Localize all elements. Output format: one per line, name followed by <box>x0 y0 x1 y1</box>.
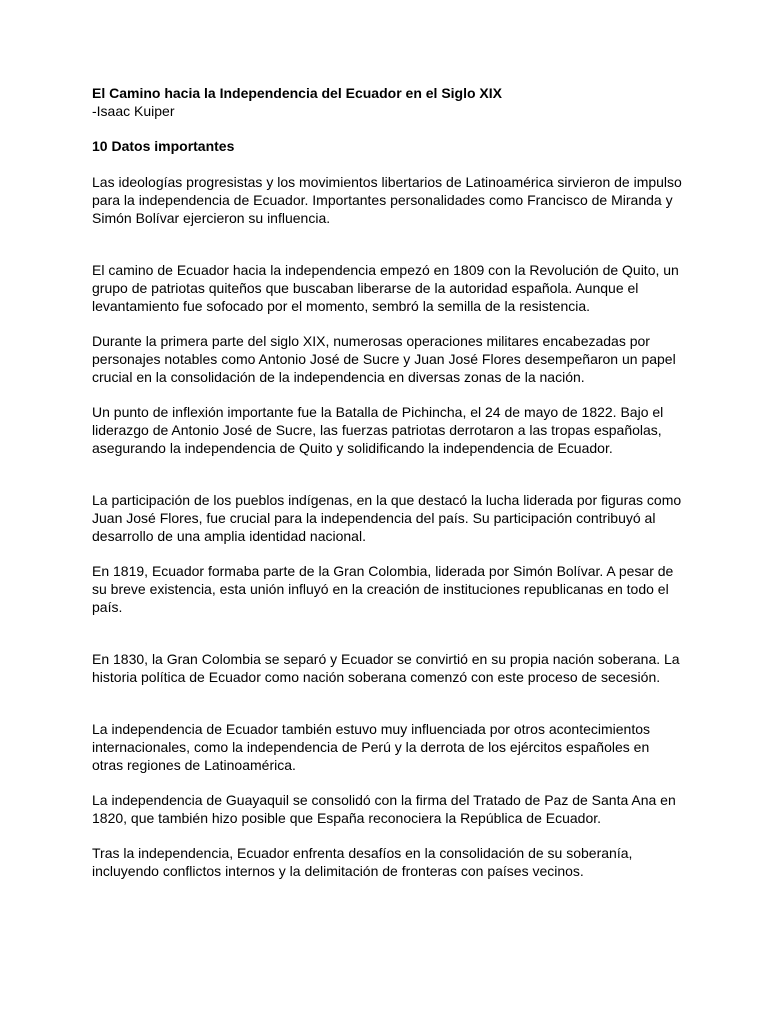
paragraph-5: La participación de los pueblos indígenas, en la que destacó la lucha liderada por figuras como Juan José Flores, fue crucial para la independencia del país. Su participación contribuyó al desarrollo de una amplia identidad nacional. <box>92 492 682 544</box>
document-author: -Isaac Kuiper <box>92 103 175 119</box>
paragraph-3: Durante la primera parte del siglo XIX, numerosas operaciones militares encabezadas por personajes notables como Antonio José de Sucre y Juan José Flores desempeñaron un papel crucial en la consolidación de la independencia en diversas zonas de la nación. <box>92 333 676 385</box>
paragraph-6: En 1819, Ecuador formaba parte de la Gran Colombia, liderada por Simón Bolívar. A pesar de su breve existencia, esta unión influyó en la creación de instituciones republicanas en todo el país. <box>92 563 674 615</box>
paragraph-2: El camino de Ecuador hacia la independencia empezó en 1809 con la Revolución de Quito, un grupo de patriotas quiteños que buscaban liberarse de la autoridad española. Aunque el levantamiento fue sofocado por el momento, sembró la semilla de la resistencia. <box>92 262 679 314</box>
paragraph-7: En 1830, la Gran Colombia se separó y Ecuador se convirtió en su propia nación soberana. La historia política de Ecuador como nación soberana comenzó con este proceso de secesión. <box>92 651 680 685</box>
paragraph-10: Tras la independencia, Ecuador enfrenta desafíos en la consolidación de su soberanía, incluyendo conflictos internos y la delimitación de fronteras con países vecinos. <box>92 845 633 879</box>
paragraph-1: Las ideologías progresistas y los movimientos libertarios de Latinoamérica sirvieron de impulso para la independencia de Ecuador. Importantes personalidades como Francisco de Miranda y Simón Bolívar ejercieron su influencia. <box>92 174 682 226</box>
paragraph-9: La independencia de Guayaquil se consolidó con la firma del Tratado de Paz de Santa Ana en 1820, que también hizo posible que España reconociera la República de Ecuador. <box>92 792 676 826</box>
section-heading: 10 Datos importantes <box>92 138 235 154</box>
document-page <box>92 84 682 880</box>
paragraph-4: Un punto de inflexión importante fue la Batalla de Pichincha, el 24 de mayo de 1822. Bajo el liderazgo de Antonio José de Sucre, las fuerzas patriotas derrotaron a las tropas españolas, asegurando la independencia de Quito y solidificando la independencia de Ecuador. <box>92 404 664 456</box>
document-title: El Camino hacia la Independencia del Ecuador en el Siglo XIX <box>92 85 502 101</box>
paragraph-8: La independencia de Ecuador también estuvo muy influenciada por otros acontecimientos internacionales, como la independencia de Perú y la derrota de los ejércitos españoles en otras regiones de Latinoamérica. <box>92 721 651 773</box>
